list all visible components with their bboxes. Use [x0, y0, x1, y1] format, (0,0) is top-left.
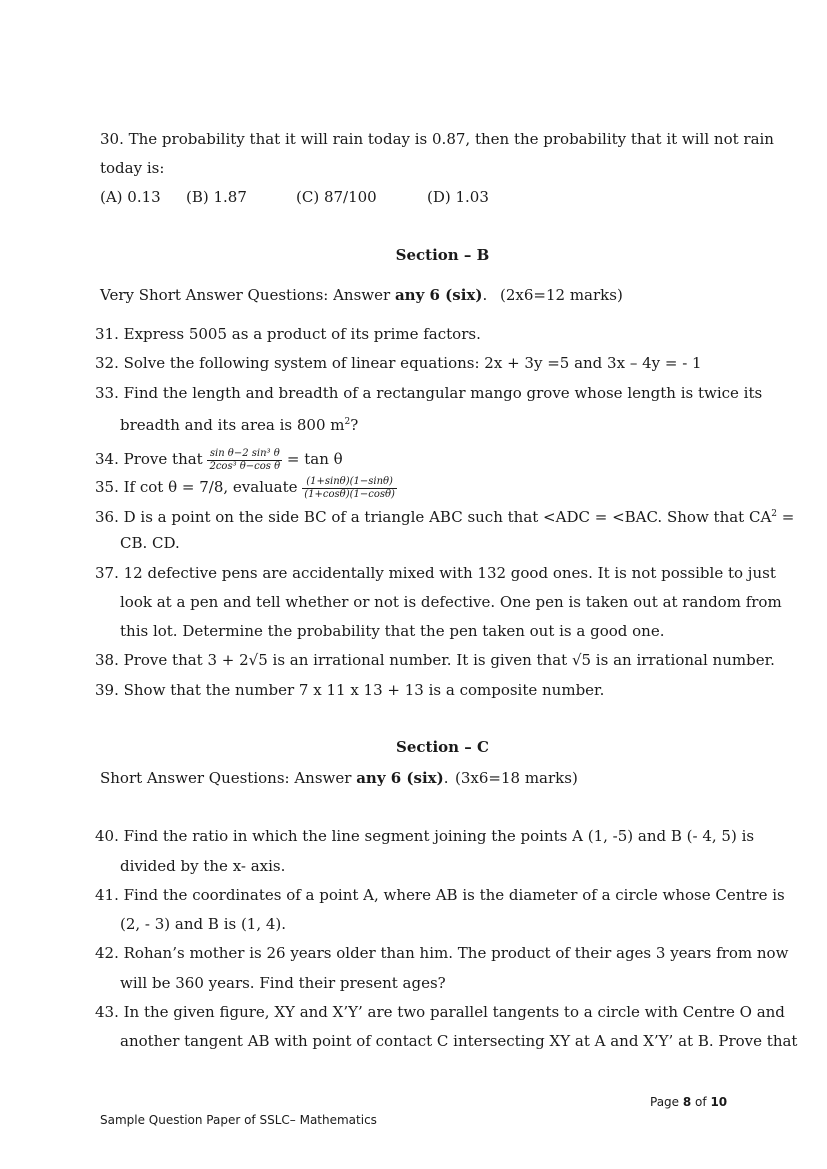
- section-c-instr-end: .: [443, 769, 449, 787]
- section-b-instr-end: .: [482, 286, 488, 304]
- q30-line-2: today is:: [100, 159, 165, 177]
- question-36-text: 36. D is a point on the side BC of a triangle ABC such that <ADC = <BAC. Show that CA: [95, 508, 772, 526]
- question-34-numerator: sin θ−2 sin³ θ: [207, 448, 282, 461]
- section-b-title: Section – B: [395, 246, 490, 264]
- question-43-line-2: another tangent AB with point of contact C intersecting XY at A and X’Y’ at B. Prove that: [120, 1032, 798, 1050]
- section-b-instructions: [100, 285, 487, 305]
- paper-title: Sample Question Paper of SSLC– Mathematics: [100, 1113, 377, 1127]
- page-total: 10: [710, 1095, 728, 1109]
- question-41-line-1: 41. Find the coordinates of a point A, where AB is the diameter of a circle whose Centre is: [95, 886, 785, 904]
- page-number: [650, 1095, 727, 1109]
- q30-option-d: (D) 1.03: [427, 188, 489, 206]
- question-36-line-2: CB. CD.: [120, 534, 180, 552]
- question-43-line-1: 43. In the given figure, XY and X’Y’ are two parallel tangents to a circle with Centre O and: [95, 1003, 785, 1021]
- section-c-instr-text: Short Answer Questions: Answer: [100, 769, 357, 787]
- question-37-line-2: look at a pen and tell whether or not is defective. One pen is taken out at random from: [120, 593, 782, 611]
- question-36-end: =: [777, 508, 795, 526]
- q30-option-b: (B) 1.87: [186, 188, 247, 206]
- question-33-text: breadth and its area is 800 m: [120, 416, 345, 434]
- question-33-end: ?: [350, 416, 359, 434]
- q30-option-a: (A) 0.13: [100, 188, 161, 206]
- question-33-superscript: 2: [344, 417, 351, 427]
- page-of: of: [691, 1095, 711, 1109]
- question-36-superscript: 2: [771, 509, 778, 519]
- section-c-instr-bold: any 6 (six): [356, 769, 444, 787]
- section-c-instructions: [100, 768, 449, 788]
- question-40-line-1: 40. Find the ratio in which the line segment joining the points A (1, -5) and B (- 4, 5) is: [95, 827, 755, 845]
- q30-option-c: (C) 87/100: [296, 188, 377, 206]
- question-34-fraction: [207, 448, 282, 473]
- question-41-line-2: (2, - 3) and B is (1, 4).: [120, 915, 287, 933]
- question-34-rhs: = tan θ: [282, 450, 343, 468]
- q30-options: [100, 187, 489, 207]
- question-39: 39. Show that the number 7 x 11 x 13 + 13 is a composite number.: [95, 681, 605, 699]
- question-35: [95, 474, 397, 501]
- page-label: Page: [650, 1095, 683, 1109]
- question-34-text: 34. Prove that: [95, 450, 208, 468]
- question-37-line-1: 37. 12 defective pens are accidentally mixed with 132 good ones. It is not possible to just: [95, 564, 776, 582]
- question-35-numerator: (1+sinθ)(1−sinθ): [302, 476, 397, 489]
- question-33-line-2: [120, 412, 358, 435]
- section-b-marks: (2x6=12 marks): [500, 286, 623, 304]
- section-c-marks: (3x6=18 marks): [455, 769, 578, 787]
- section-b-instr-text: Very Short Answer Questions: Answer: [100, 286, 395, 304]
- question-32: 32. Solve the following system of linear equations: 2x + 3y =5 and 3x – 4y = - 1: [95, 354, 702, 372]
- question-40-line-2: divided by the x- axis.: [120, 857, 286, 875]
- question-35-fraction: [302, 476, 397, 501]
- question-36-line-1: [95, 504, 794, 527]
- question-42-line-1: 42. Rohan’s mother is 26 years older than him. The product of their ages 3 years from now: [95, 944, 789, 962]
- question-37-line-3: this lot. Determine the probability that the pen taken out is a good one.: [120, 622, 665, 640]
- q30-line-1: 30. The probability that it will rain today is 0.87, then the probability that it will not rain: [100, 130, 774, 148]
- question-31: 31. Express 5005 as a product of its prime factors.: [95, 325, 481, 343]
- question-34: [95, 446, 343, 473]
- section-c-title: Section – C: [396, 738, 489, 756]
- question-35-text: 35. If cot θ = 7/8, evaluate: [95, 478, 303, 496]
- section-b-instr-bold: any 6 (six): [394, 286, 483, 304]
- question-34-denominator: 2cos³ θ−cos θ: [209, 460, 281, 472]
- question-33-line-1: 33. Find the length and breadth of a rectangular mango grove whose length is twice its: [95, 384, 763, 402]
- page-current: 8: [682, 1095, 692, 1109]
- question-35-denominator: (1+cosθ)(1−cosθ): [304, 488, 395, 500]
- question-38: 38. Prove that 3 + 2√5 is an irrational number. It is given that √5 is an irrational number.: [95, 651, 775, 669]
- question-42-line-2: will be 360 years. Find their present ages?: [120, 974, 446, 992]
